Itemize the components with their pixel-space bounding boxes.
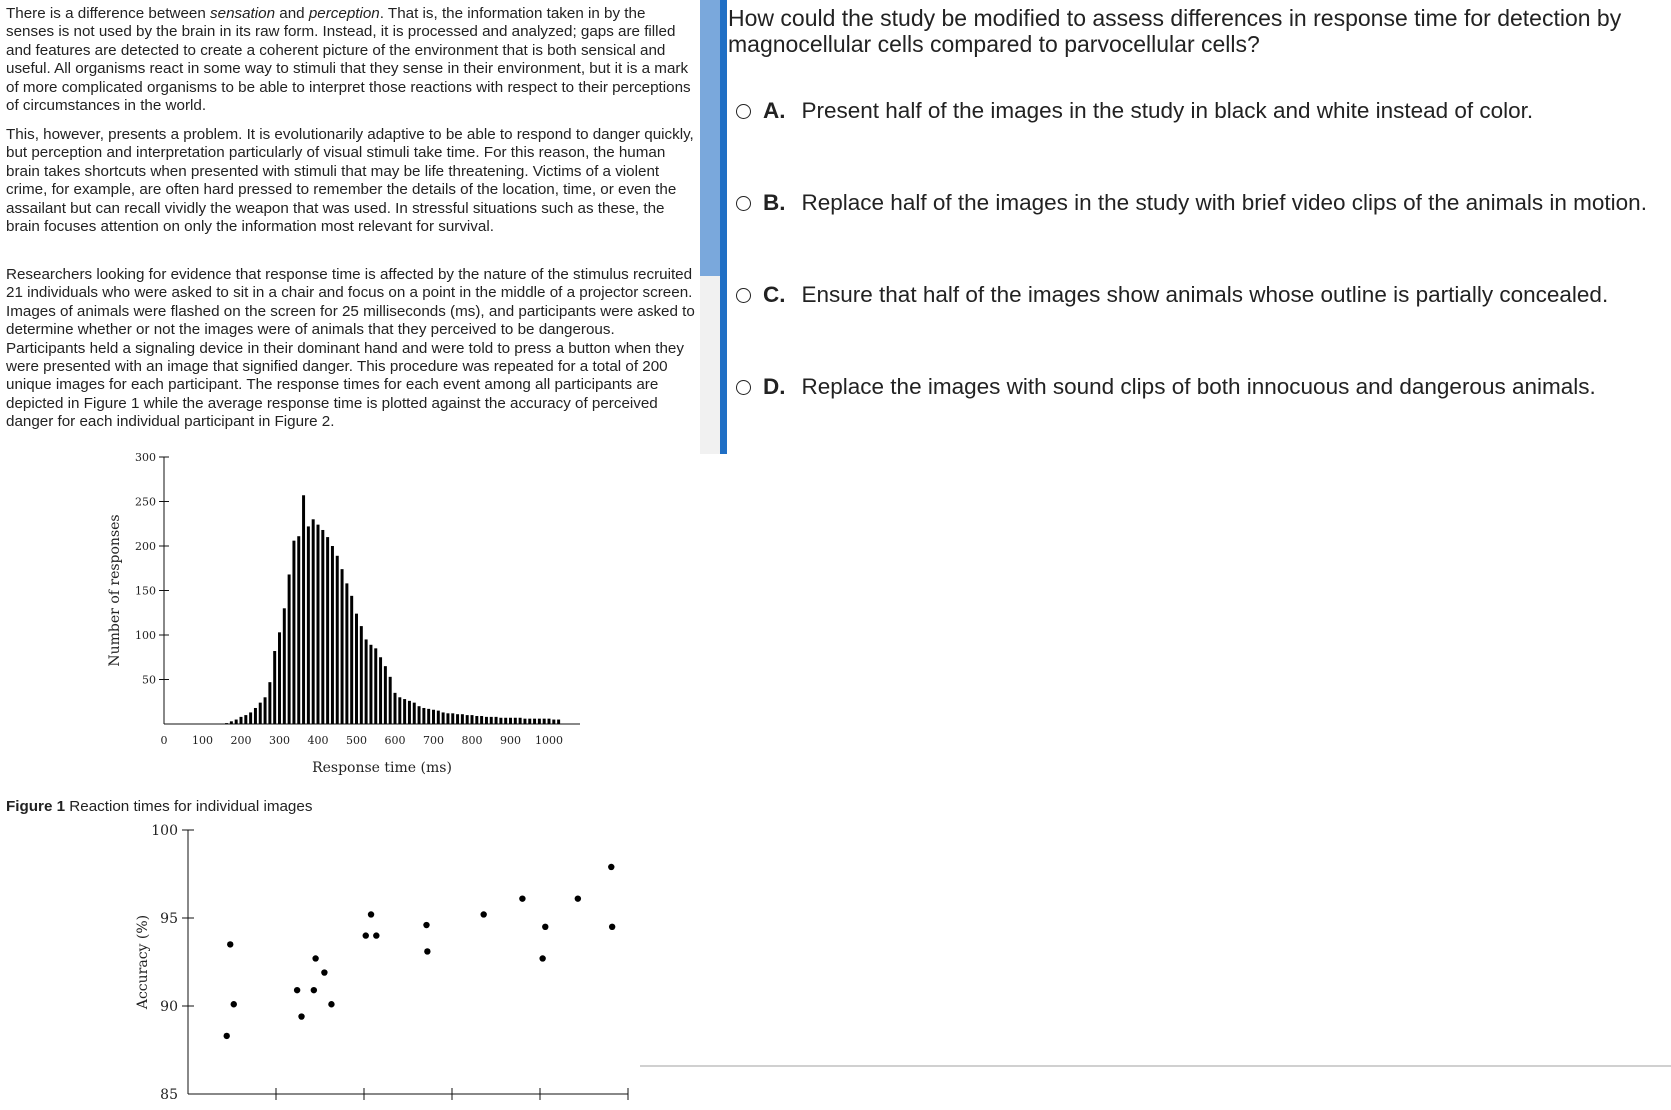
y-tick-label: 90 xyxy=(160,999,178,1015)
choice-text: Ensure that half of the images show animals whose outline is partially concealed. xyxy=(801,282,1609,307)
scatter-point xyxy=(480,911,486,917)
histogram-bar xyxy=(240,717,243,724)
histogram-bar xyxy=(297,536,300,724)
histogram-bar xyxy=(485,717,488,724)
histogram-bar xyxy=(548,719,551,724)
choice-letter: B. xyxy=(763,190,786,215)
scatter-point xyxy=(311,987,317,993)
histogram-bar xyxy=(307,526,310,724)
histogram-bar xyxy=(461,714,464,724)
figure-1-label: Figure 1 xyxy=(6,798,66,815)
answer-choice-c[interactable] xyxy=(736,280,1608,310)
y-tick-label: 150 xyxy=(135,584,156,598)
x-tick-label: 200 xyxy=(230,734,252,747)
histogram-bar xyxy=(360,626,363,724)
y-tick-label: 85 xyxy=(160,1087,178,1103)
passage-pane xyxy=(0,0,700,1110)
scatter-point xyxy=(539,955,545,961)
histogram-bar xyxy=(538,719,541,724)
answer-choice-d[interactable] xyxy=(736,372,1596,402)
histogram-bar xyxy=(557,720,560,724)
histogram-bar xyxy=(394,693,397,724)
histogram-bar xyxy=(437,711,440,724)
scatter-point xyxy=(312,955,318,961)
histogram-bar xyxy=(471,715,474,724)
scatter-point xyxy=(227,941,233,947)
figure-2-scatter xyxy=(0,820,660,1110)
histogram-bar xyxy=(350,596,353,724)
passage-scrollbar-thumb[interactable] xyxy=(700,0,720,276)
histogram-bar xyxy=(254,708,257,724)
passage-text: . That is, the information taken in by the senses is not used by the brain in its raw form. Instead, it is processed and analyzed; gaps are filled and features are detected to create a coherent picture of the environment that is both sensical and useful. All organisms react in some way to stimuli that they sense in their environment, but it is a mark of more complicated organisms to be able to interpret those reactions with respect to their perceptions of circumstances in the world. xyxy=(6,5,691,115)
histogram-bar xyxy=(408,701,411,724)
histogram-bar xyxy=(321,530,324,724)
figure-1-histogram xyxy=(0,450,600,780)
x-tick-label: 500 xyxy=(346,734,367,747)
histogram-bar xyxy=(312,519,315,724)
histogram-bar xyxy=(225,723,228,724)
x-tick-label: 900 xyxy=(500,734,521,747)
histogram-bar xyxy=(480,716,483,724)
y-tick-label: 200 xyxy=(135,540,156,553)
radio-icon[interactable] xyxy=(736,104,751,119)
choice-text: Replace the images with sound clips of both innocuous and dangerous animals. xyxy=(801,374,1596,399)
histogram-bar xyxy=(422,708,425,724)
scatter-point xyxy=(363,932,369,938)
scatter-point xyxy=(321,969,327,975)
question-stem: How could the study be modified to assess differences in response time for detection by magnocellular cells compared to parvocellular cells? xyxy=(728,5,1622,57)
histogram-bar xyxy=(495,717,498,724)
histogram-bar xyxy=(336,556,339,724)
histogram-bar xyxy=(509,718,512,724)
x-tick-label: 400 xyxy=(307,734,329,747)
x-tick-label: 300 xyxy=(269,734,290,747)
histogram-bar xyxy=(302,495,305,724)
histogram-bar xyxy=(504,718,507,724)
histogram-bar xyxy=(369,645,372,724)
histogram-bar xyxy=(278,632,281,724)
histogram-bar xyxy=(519,718,522,724)
x-tick-label: 700 xyxy=(423,734,444,747)
histogram-bar xyxy=(398,697,401,724)
histogram-bar xyxy=(384,666,387,724)
histogram-bar xyxy=(292,541,295,724)
y-tick-label: 50 xyxy=(142,673,156,687)
choice-text: Replace half of the images in the study with brief video clips of the animals in motion. xyxy=(801,190,1647,215)
histogram-bar xyxy=(403,699,406,724)
scatter-point xyxy=(373,932,379,938)
term-perception: perception xyxy=(308,5,380,22)
x-axis-title: Response time (ms) xyxy=(312,760,452,776)
histogram-bar xyxy=(442,712,445,724)
histogram-bar xyxy=(533,719,536,724)
bottom-divider xyxy=(640,1065,1671,1067)
x-tick-label: 600 xyxy=(384,734,406,747)
passage-text: There is a difference between xyxy=(6,5,211,22)
histogram-bar xyxy=(552,720,555,724)
histogram-bar xyxy=(317,525,320,724)
y-tick-label: 300 xyxy=(135,451,156,464)
radio-icon[interactable] xyxy=(736,288,751,303)
choice-letter: C. xyxy=(763,282,786,307)
passage-paragraph-2: This, however, presents a problem. It is evolutionarily adaptive to be able to respond to danger quickly, but perception and interpretation particularly of visual stimuli take time. For this reason, the human brain takes shortcuts when presented with stimuli that may be life threatening. Victims of a violent crime, for example, are often hard pressed to remember the details of the location, time, or even the assailant but can recall vividly the weapon that was used. In stressful situations such as these, the brain focuses attention on only the information most relevant for survival. xyxy=(6,126,694,236)
passage-paragraph-3: Researchers looking for evidence that response time is affected by the nature of the stimulus recruited 21 individuals who were asked to sit in a chair and focus on a point in the middle of a projector screen. Images of animals were flashed on the screen for 25 milliseconds (ms), and participants were asked to determine whether or not the images were of animals that they perceived to be dangerous. Participants held a signaling device in their dominant hand and were told to press a button when they were presented with an image that signified danger. This procedure was repeated for a total of 200 unique images for each participant. The response times for each event among all participants are depicted in Figure 1 while the average response time is plotted against the accuracy of perceived danger for each individual participant in Figure 2. xyxy=(6,266,695,431)
histogram-bar xyxy=(230,721,233,724)
radio-icon[interactable] xyxy=(736,196,751,211)
y-tick-label: 250 xyxy=(135,495,156,509)
histogram-bar xyxy=(365,639,368,724)
histogram-bar xyxy=(432,710,435,724)
scatter-point xyxy=(231,1001,237,1007)
scatter-point xyxy=(298,1013,304,1019)
histogram-bar xyxy=(451,713,454,724)
choice-text: Present half of the images in the study in black and white instead of color. xyxy=(801,98,1534,123)
scatter-point xyxy=(328,1001,334,1007)
y-axis-title: Accuracy (%) xyxy=(135,914,151,1010)
scatter-point xyxy=(294,987,300,993)
histogram-bar xyxy=(379,657,382,724)
scatter-point xyxy=(424,948,430,954)
histogram-bar xyxy=(466,715,469,724)
scatter-point xyxy=(224,1033,230,1039)
histogram-bar xyxy=(345,583,348,724)
x-tick-label: 0 xyxy=(160,734,168,747)
histogram-bar xyxy=(264,697,267,724)
scatter-point xyxy=(368,911,374,917)
y-tick-label: 100 xyxy=(135,629,156,642)
figure-1-caption-text: Reaction times for individual images xyxy=(65,798,313,815)
histogram-bar xyxy=(235,720,238,724)
histogram-bar xyxy=(249,712,252,724)
question-pane xyxy=(728,0,1671,454)
answer-choice-b[interactable] xyxy=(736,188,1647,218)
histogram-bar xyxy=(514,718,517,724)
histogram-bar xyxy=(413,703,416,724)
histogram-bar xyxy=(341,569,344,724)
pane-divider[interactable] xyxy=(720,0,727,454)
y-tick-label: 95 xyxy=(160,911,178,927)
histogram-bar xyxy=(418,706,421,724)
y-tick-label: 100 xyxy=(151,823,178,839)
histogram-bar xyxy=(475,716,478,724)
x-tick-label: 100 xyxy=(192,734,213,747)
scatter-point xyxy=(609,924,615,930)
scatter-point xyxy=(575,895,581,901)
term-sensation: sensation xyxy=(210,5,276,22)
histogram-bar xyxy=(499,718,502,724)
histogram-bar xyxy=(331,546,334,724)
histogram-bar xyxy=(374,648,377,724)
scatter-point xyxy=(423,922,429,928)
scatter-point xyxy=(519,895,525,901)
x-tick-label: 1000 xyxy=(535,734,563,747)
choice-letter: D. xyxy=(763,374,786,399)
scatter-point xyxy=(608,864,614,870)
histogram-bar xyxy=(259,703,262,724)
histogram-bar xyxy=(326,537,329,724)
choice-letter: A. xyxy=(763,98,786,123)
histogram-bar xyxy=(273,651,276,724)
histogram-bar xyxy=(355,614,358,724)
histogram-bar xyxy=(244,715,247,724)
histogram-bar xyxy=(389,677,392,724)
answer-choice-a[interactable] xyxy=(736,96,1533,126)
figure-1-caption xyxy=(6,798,312,815)
histogram-bar xyxy=(446,713,449,724)
histogram-bar xyxy=(283,608,286,724)
y-axis-title: Number of responses xyxy=(107,514,123,667)
histogram-bar xyxy=(523,719,526,724)
passage-paragraph-1 xyxy=(6,5,696,115)
histogram-bar xyxy=(528,719,531,724)
scatter-point xyxy=(542,924,548,930)
histogram-bar xyxy=(490,717,493,724)
histogram-bar xyxy=(456,714,459,724)
x-tick-label: 800 xyxy=(461,734,483,747)
histogram-bar xyxy=(268,682,271,724)
histogram-bar xyxy=(543,719,546,724)
radio-icon[interactable] xyxy=(736,380,751,395)
passage-text: and xyxy=(275,5,309,22)
histogram-bar xyxy=(288,574,291,724)
histogram-bar xyxy=(427,709,430,724)
